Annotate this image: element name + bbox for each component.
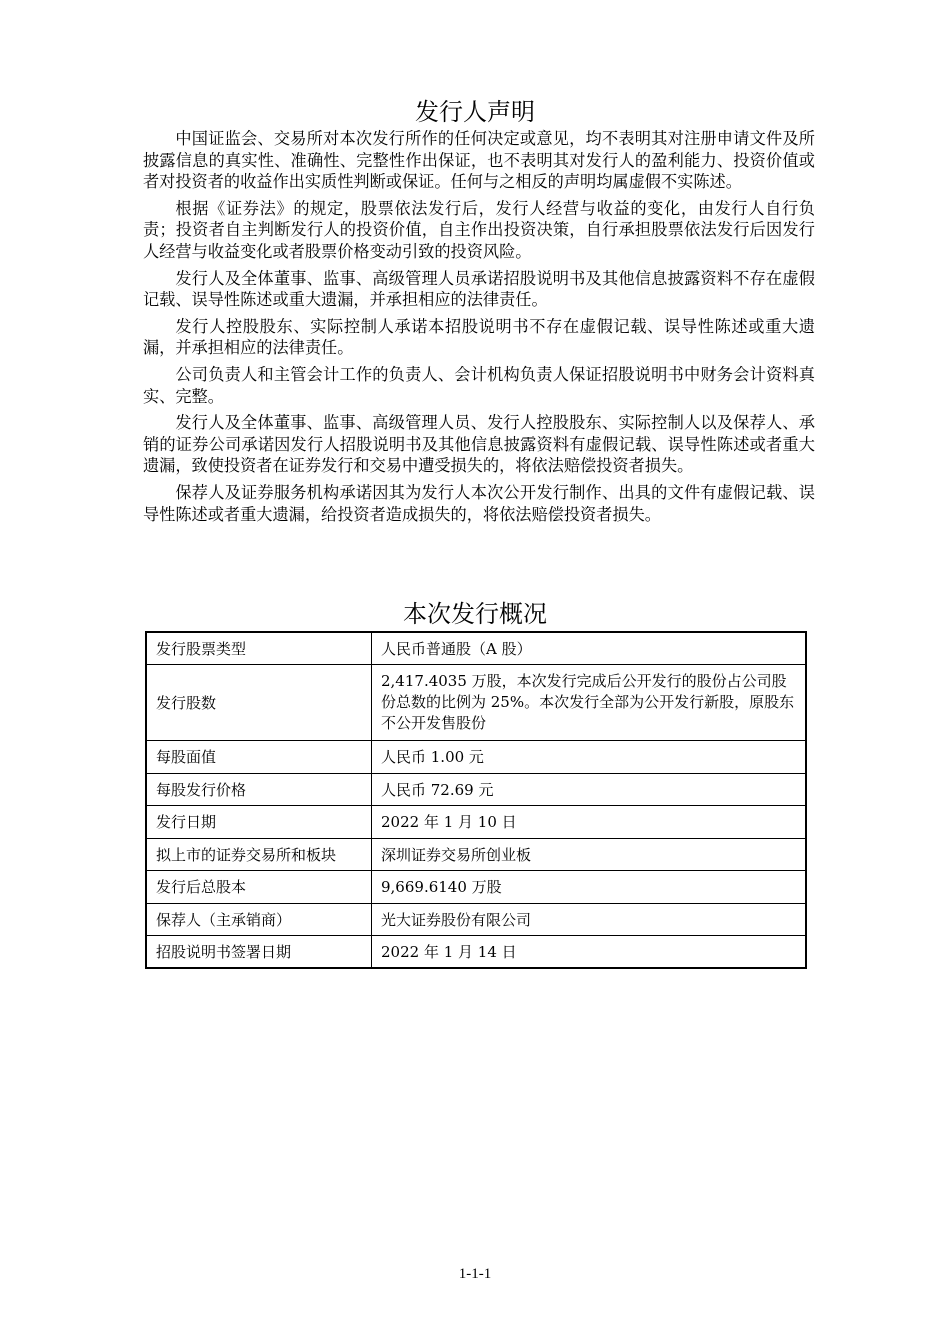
table-row (146, 838, 806, 871)
table-row (146, 665, 806, 741)
row-label: 招股说明书签署日期 (146, 936, 372, 969)
declaration-paragraph: 公司负责人和主管会计工作的负责人、会计机构负责人保证招股说明书中财务会计资料真实、完整。 (143, 364, 815, 406)
row-value: 深圳证券交易所创业板 (372, 838, 807, 871)
declaration-paragraph: 发行人及全体董事、监事、高级管理人员、发行人控股股东、实际控制人以及保荐人、承销的证券公司承诺因发行人招股说明书及其他信息披露资料有虚假记载、误导性陈述或者重大遗漏，致使投资者在证券发行和交易中遭受损失的，将依法赔偿投资者损失。 (143, 413, 815, 476)
row-label: 每股面值 (146, 741, 372, 774)
table-row (146, 632, 806, 665)
row-label: 发行日期 (146, 806, 372, 839)
table-row (146, 936, 806, 969)
offering-overview-table (145, 631, 807, 969)
row-value: 人民币普通股（A 股） (372, 632, 807, 665)
row-label: 保荐人（主承销商） (146, 903, 372, 936)
row-value: 2022 年 1 月 10 日 (372, 806, 807, 839)
declaration-paragraph: 根据《证券法》的规定，股票依法发行后，发行人经营与收益的变化，由发行人自行负责；投资者自主判断发行人的投资价值，自主作出投资决策，自行承担股票依法发行后因发行人经营与收益变化或者股票价格变动引致的投资风险。 (143, 198, 815, 261)
row-value: 人民币 72.69 元 (372, 773, 807, 806)
page-number: 1-1-1 (458, 1266, 492, 1282)
offering-overview-title: 本次发行概况 (403, 600, 547, 628)
row-value: 人民币 1.00 元 (372, 741, 807, 774)
issuer-declaration-body (143, 128, 815, 530)
table-row (146, 903, 806, 936)
row-label: 每股发行价格 (146, 773, 372, 806)
issuer-declaration-title: 发行人声明 (415, 98, 535, 126)
declaration-paragraph: 中国证监会、交易所对本次发行所作的任何决定或意见，均不表明其对注册申请文件及所披露信息的真实性、准确性、完整性作出保证，也不表明其对发行人的盈利能力、投资价值或者对投资者的收益作出实质性判断或保证。任何与之相反的声明均属虚假不实陈述。 (143, 129, 815, 192)
table-row (146, 871, 806, 904)
row-label: 发行股票类型 (146, 632, 372, 665)
declaration-paragraph: 保荐人及证券服务机构承诺因其为发行人本次公开发行制作、出具的文件有虚假记载、误导性陈述或者重大遗漏，给投资者造成损失的，将依法赔偿投资者损失。 (143, 482, 815, 524)
declaration-paragraph: 发行人及全体董事、监事、高级管理人员承诺招股说明书及其他信息披露资料不存在虚假记载、误导性陈述或重大遗漏，并承担相应的法律责任。 (143, 268, 815, 310)
row-value: 2022 年 1 月 14 日 (372, 936, 807, 969)
table-row (146, 773, 806, 806)
row-value: 9,669.6140 万股 (372, 871, 807, 904)
row-label: 拟上市的证券交易所和板块 (146, 838, 372, 871)
declaration-paragraph: 发行人控股股东、实际控制人承诺本招股说明书不存在虚假记载、误导性陈述或重大遗漏，并承担相应的法律责任。 (143, 316, 815, 358)
row-value: 2,417.4035 万股，本次发行完成后公开发行的股份占公司股份总数的比例为 25%。本次发行全部为公开发行新股，原股东不公开发售股份 (372, 665, 807, 741)
table-row (146, 741, 806, 774)
table-row (146, 806, 806, 839)
row-label: 发行后总股本 (146, 871, 372, 904)
row-label: 发行股数 (146, 665, 372, 741)
row-value: 光大证券股份有限公司 (372, 903, 807, 936)
